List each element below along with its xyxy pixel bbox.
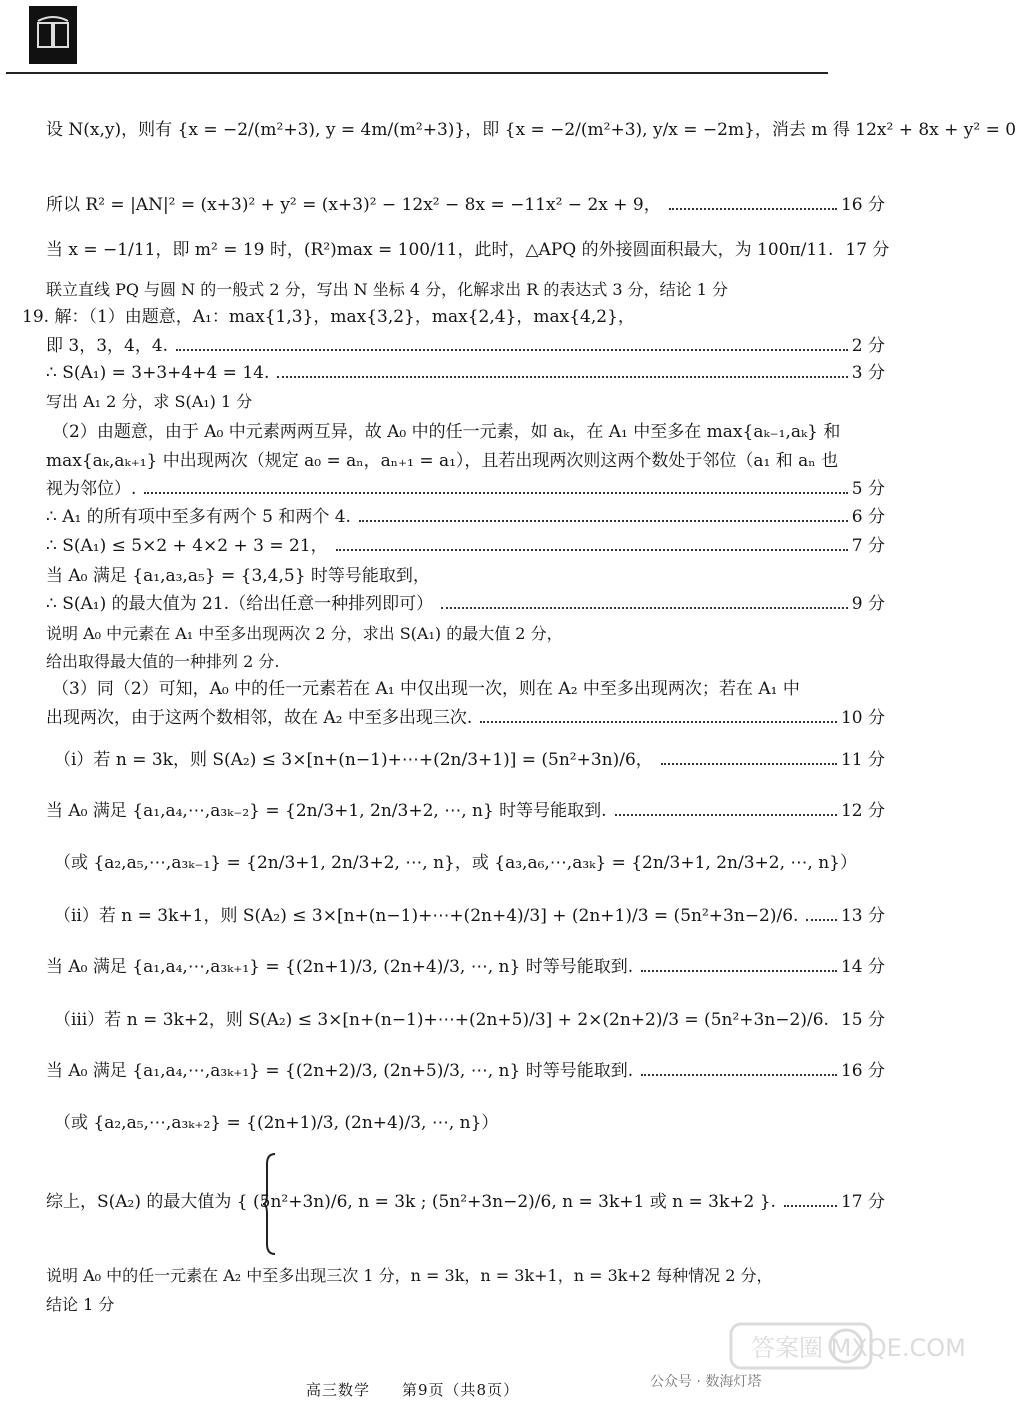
line-text: 设 N(x,y)，则有 {x = −2/(m²+3), y = 4m/(m²+3)}，即 {x = −2/(m²+3), y/x = −2m}，消去 m 得 12x² + 8x + y² = 0 bbox=[46, 120, 1016, 140]
line-text: 结论 1 分 bbox=[46, 1295, 115, 1314]
line-text: ∴ S(A₁) 的最大值为 21.（给出任意一种排列即可） bbox=[46, 594, 434, 614]
line-text: max{aₖ,aₖ₊₁} 中出现两次（规定 a₀ = aₙ，aₙ₊₁ = a₁），且若出现两次则这两个数处于邻位（a₁ 和 aₙ 也 bbox=[46, 451, 839, 471]
line-text: 给出取得最大值的一种排列 2 分. bbox=[46, 652, 280, 671]
line-text: ∴ S(A₁) = 3+3+4+4 = 14. bbox=[46, 363, 270, 383]
dot-leader bbox=[176, 349, 848, 351]
dot-leader bbox=[359, 520, 848, 522]
line-text: 当 A₀ 满足 {a₁,a₃,a₅} = {3,4,5} 时等号能取到， bbox=[46, 566, 430, 586]
solution-line bbox=[46, 534, 885, 558]
solution-line bbox=[46, 193, 885, 217]
score-label: 14 分 bbox=[840, 957, 885, 977]
dot-leader bbox=[441, 607, 848, 609]
dot-leader bbox=[784, 1205, 837, 1207]
score-label: 2 分 bbox=[851, 336, 885, 356]
grading-note bbox=[46, 1293, 885, 1317]
score-label: 16 分 bbox=[840, 195, 885, 215]
line-text: （2）由题意，由于 A₀ 中元素两两互异，故 A₀ 中的任一元素，如 aₖ，在 A₁ 中至多在 max{aₖ₋₁,aₖ} 和 bbox=[52, 422, 841, 442]
watermark-logo-icon bbox=[721, 1318, 966, 1408]
solution-line bbox=[46, 477, 885, 501]
solution-line bbox=[46, 955, 885, 979]
line-text: 说明 A₀ 中的任一元素在 A₂ 中至多出现三次 1 分，n = 3k，n = 3k+1，n = 3k+2 每种情况 2 分， bbox=[46, 1266, 773, 1285]
dot-leader bbox=[661, 763, 837, 765]
line-text: 出现两次，由于这两个数相邻，故在 A₂ 中至多出现三次. bbox=[46, 708, 473, 728]
line-text: 当 A₀ 满足 {a₁,a₄,⋯,a₃ₖ₊₁} = {(2n+1)/3, (2n+4)/3, ⋯, n} 时等号能取到. bbox=[46, 957, 634, 977]
solution-line bbox=[52, 420, 885, 444]
conclusion-line bbox=[46, 1190, 885, 1214]
watermark-logo-text: 答案圈 MXQE.COM bbox=[751, 1334, 966, 1362]
dot-leader bbox=[480, 721, 837, 723]
dot-leader bbox=[615, 814, 837, 816]
line-text: （ii）若 n = 3k+1，则 S(A₂) ≤ 3×[n+(n−1)+⋯+(2n+4)/3] + (2n+1)/3 = (5n²+3n−2)/6. bbox=[54, 906, 799, 926]
dot-leader bbox=[641, 970, 837, 972]
solution-line bbox=[46, 118, 1016, 142]
solution-line bbox=[46, 334, 885, 358]
dot-leader bbox=[277, 376, 847, 378]
grading-note bbox=[46, 390, 885, 414]
line-text: 所以 R² = |AN|² = (x+3)² + y² = (x+3)² − 12x² − 8x = −11x² − 2x + 9， bbox=[46, 195, 661, 215]
grading-note bbox=[46, 1264, 885, 1288]
line-text: 当 x = −1/11，即 m² = 19 时，(R²)max = 100/11，此时，△APQ 的外接圆面积最大，为 100π/11. bbox=[46, 240, 834, 260]
solution-line bbox=[46, 505, 885, 529]
solution-line bbox=[46, 592, 885, 616]
line-text: （或 {a₂,a₅,⋯,a₃ₖ₋₁} = {2n/3+1, 2n/3+2, ⋯, n}，或 {a₃,a₆,⋯,a₃ₖ} = {2n/3+1, 2n/3+2, ⋯, n}） bbox=[54, 853, 857, 873]
score-label: 6 分 bbox=[851, 507, 885, 527]
score-label: 16 分 bbox=[840, 1061, 885, 1081]
line-text: 说明 A₀ 中元素在 A₁ 中至多出现两次 2 分，求出 S(A₁) 的最大值 2 分， bbox=[46, 624, 563, 643]
line-text: ∴ S(A₁) ≤ 5×2 + 4×2 + 3 = 21， bbox=[46, 536, 328, 556]
solution-line bbox=[46, 706, 885, 730]
solution-line bbox=[46, 799, 885, 823]
grading-note bbox=[46, 622, 885, 646]
line-text: 联立直线 PQ 与圆 N 的一般式 2 分，写出 N 坐标 4 分，化解求出 R 的表达式 3 分，结论 1 分 bbox=[46, 280, 729, 299]
line-text: ∴ A₁ 的所有项中至多有两个 5 和两个 4. bbox=[46, 507, 351, 527]
score-label: 15 分 bbox=[840, 1010, 885, 1030]
solution-line bbox=[54, 1111, 885, 1135]
solution-line bbox=[54, 851, 885, 875]
page-footer: 高三数学 第9页（共8页） bbox=[306, 1381, 520, 1399]
solution-line bbox=[46, 238, 890, 262]
case-line bbox=[54, 748, 885, 772]
line-text: 即 3，3，4，4. bbox=[46, 336, 169, 356]
line-text: 写出 A₁ 2 分，求 S(A₁) 1 分 bbox=[46, 392, 253, 411]
score-label: 5 分 bbox=[851, 479, 885, 499]
dot-leader bbox=[669, 208, 837, 210]
line-text: （或 {a₂,a₅,⋯,a₃ₖ₊₂} = {(2n+1)/3, (2n+4)/3, ⋯, n}） bbox=[54, 1113, 499, 1133]
line-text: （3）同（2）可知，A₀ 中的任一元素若在 A₁ 中仅出现一次，则在 A₂ 中至多出现两次；若在 A₁ 中 bbox=[52, 679, 800, 699]
dot-leader bbox=[806, 919, 837, 921]
line-text: 综上，S(A₂) 的最大值为 { (5n²+3n)/6, n = 3k ; (5n²+3n−2)/6, n = 3k+1 或 n = 3k+2 }. bbox=[46, 1192, 776, 1212]
line-text: （iii）若 n = 3k+2，则 S(A₂) ≤ 3×[n+(n−1)+⋯+(2n+5)/3] + 2×(2n+2)/3 = (5n²+3n−2)/6. bbox=[54, 1010, 829, 1030]
solution-line bbox=[46, 449, 885, 473]
score-label: 13 分 bbox=[840, 906, 885, 926]
grading-note bbox=[46, 650, 885, 674]
line-text: （i）若 n = 3k，则 S(A₂) ≤ 3×[n+(n−1)+⋯+(2n/3+1)] = (5n²+3n)/6， bbox=[54, 750, 653, 770]
score-label: 3 分 bbox=[851, 363, 885, 383]
dot-leader bbox=[144, 492, 847, 494]
line-text: 19. 解：（1）由题意，A₁：max{1,3}，max{3,2}，max{2,4}，max{4,2}， bbox=[22, 307, 635, 327]
watermark-text: 公众号 · 数海灯塔 bbox=[650, 1374, 762, 1390]
score-label: 9 分 bbox=[851, 594, 885, 614]
line-text: 当 A₀ 满足 {a₁,a₄,⋯,a₃ₖ₊₁} = {(2n+2)/3, (2n+5)/3, ⋯, n} 时等号能取到. bbox=[46, 1061, 634, 1081]
case-line bbox=[54, 1008, 885, 1032]
score-label: 17 分 bbox=[845, 240, 890, 260]
dot-leader bbox=[641, 1074, 837, 1076]
grading-note bbox=[46, 278, 885, 302]
solution-line bbox=[52, 677, 885, 701]
solution-line bbox=[46, 1059, 885, 1083]
score-label: 11 分 bbox=[840, 750, 885, 770]
score-label: 7 分 bbox=[851, 536, 885, 556]
score-label: 17 分 bbox=[840, 1192, 885, 1212]
line-text: 当 A₀ 满足 {a₁,a₄,⋯,a₃ₖ₋₂} = {2n/3+1, 2n/3+2, ⋯, n} 时等号能取到. bbox=[46, 801, 607, 821]
score-label: 10 分 bbox=[840, 708, 885, 728]
header-divider bbox=[6, 72, 828, 74]
book-logo-icon bbox=[29, 6, 77, 64]
solution-line bbox=[46, 564, 885, 588]
line-text: 视为邻位）. bbox=[46, 479, 137, 499]
score-label: 12 分 bbox=[840, 801, 885, 821]
solution-line bbox=[46, 361, 885, 385]
problem-heading bbox=[22, 305, 885, 329]
case-line bbox=[54, 904, 885, 928]
dot-leader bbox=[336, 549, 848, 551]
